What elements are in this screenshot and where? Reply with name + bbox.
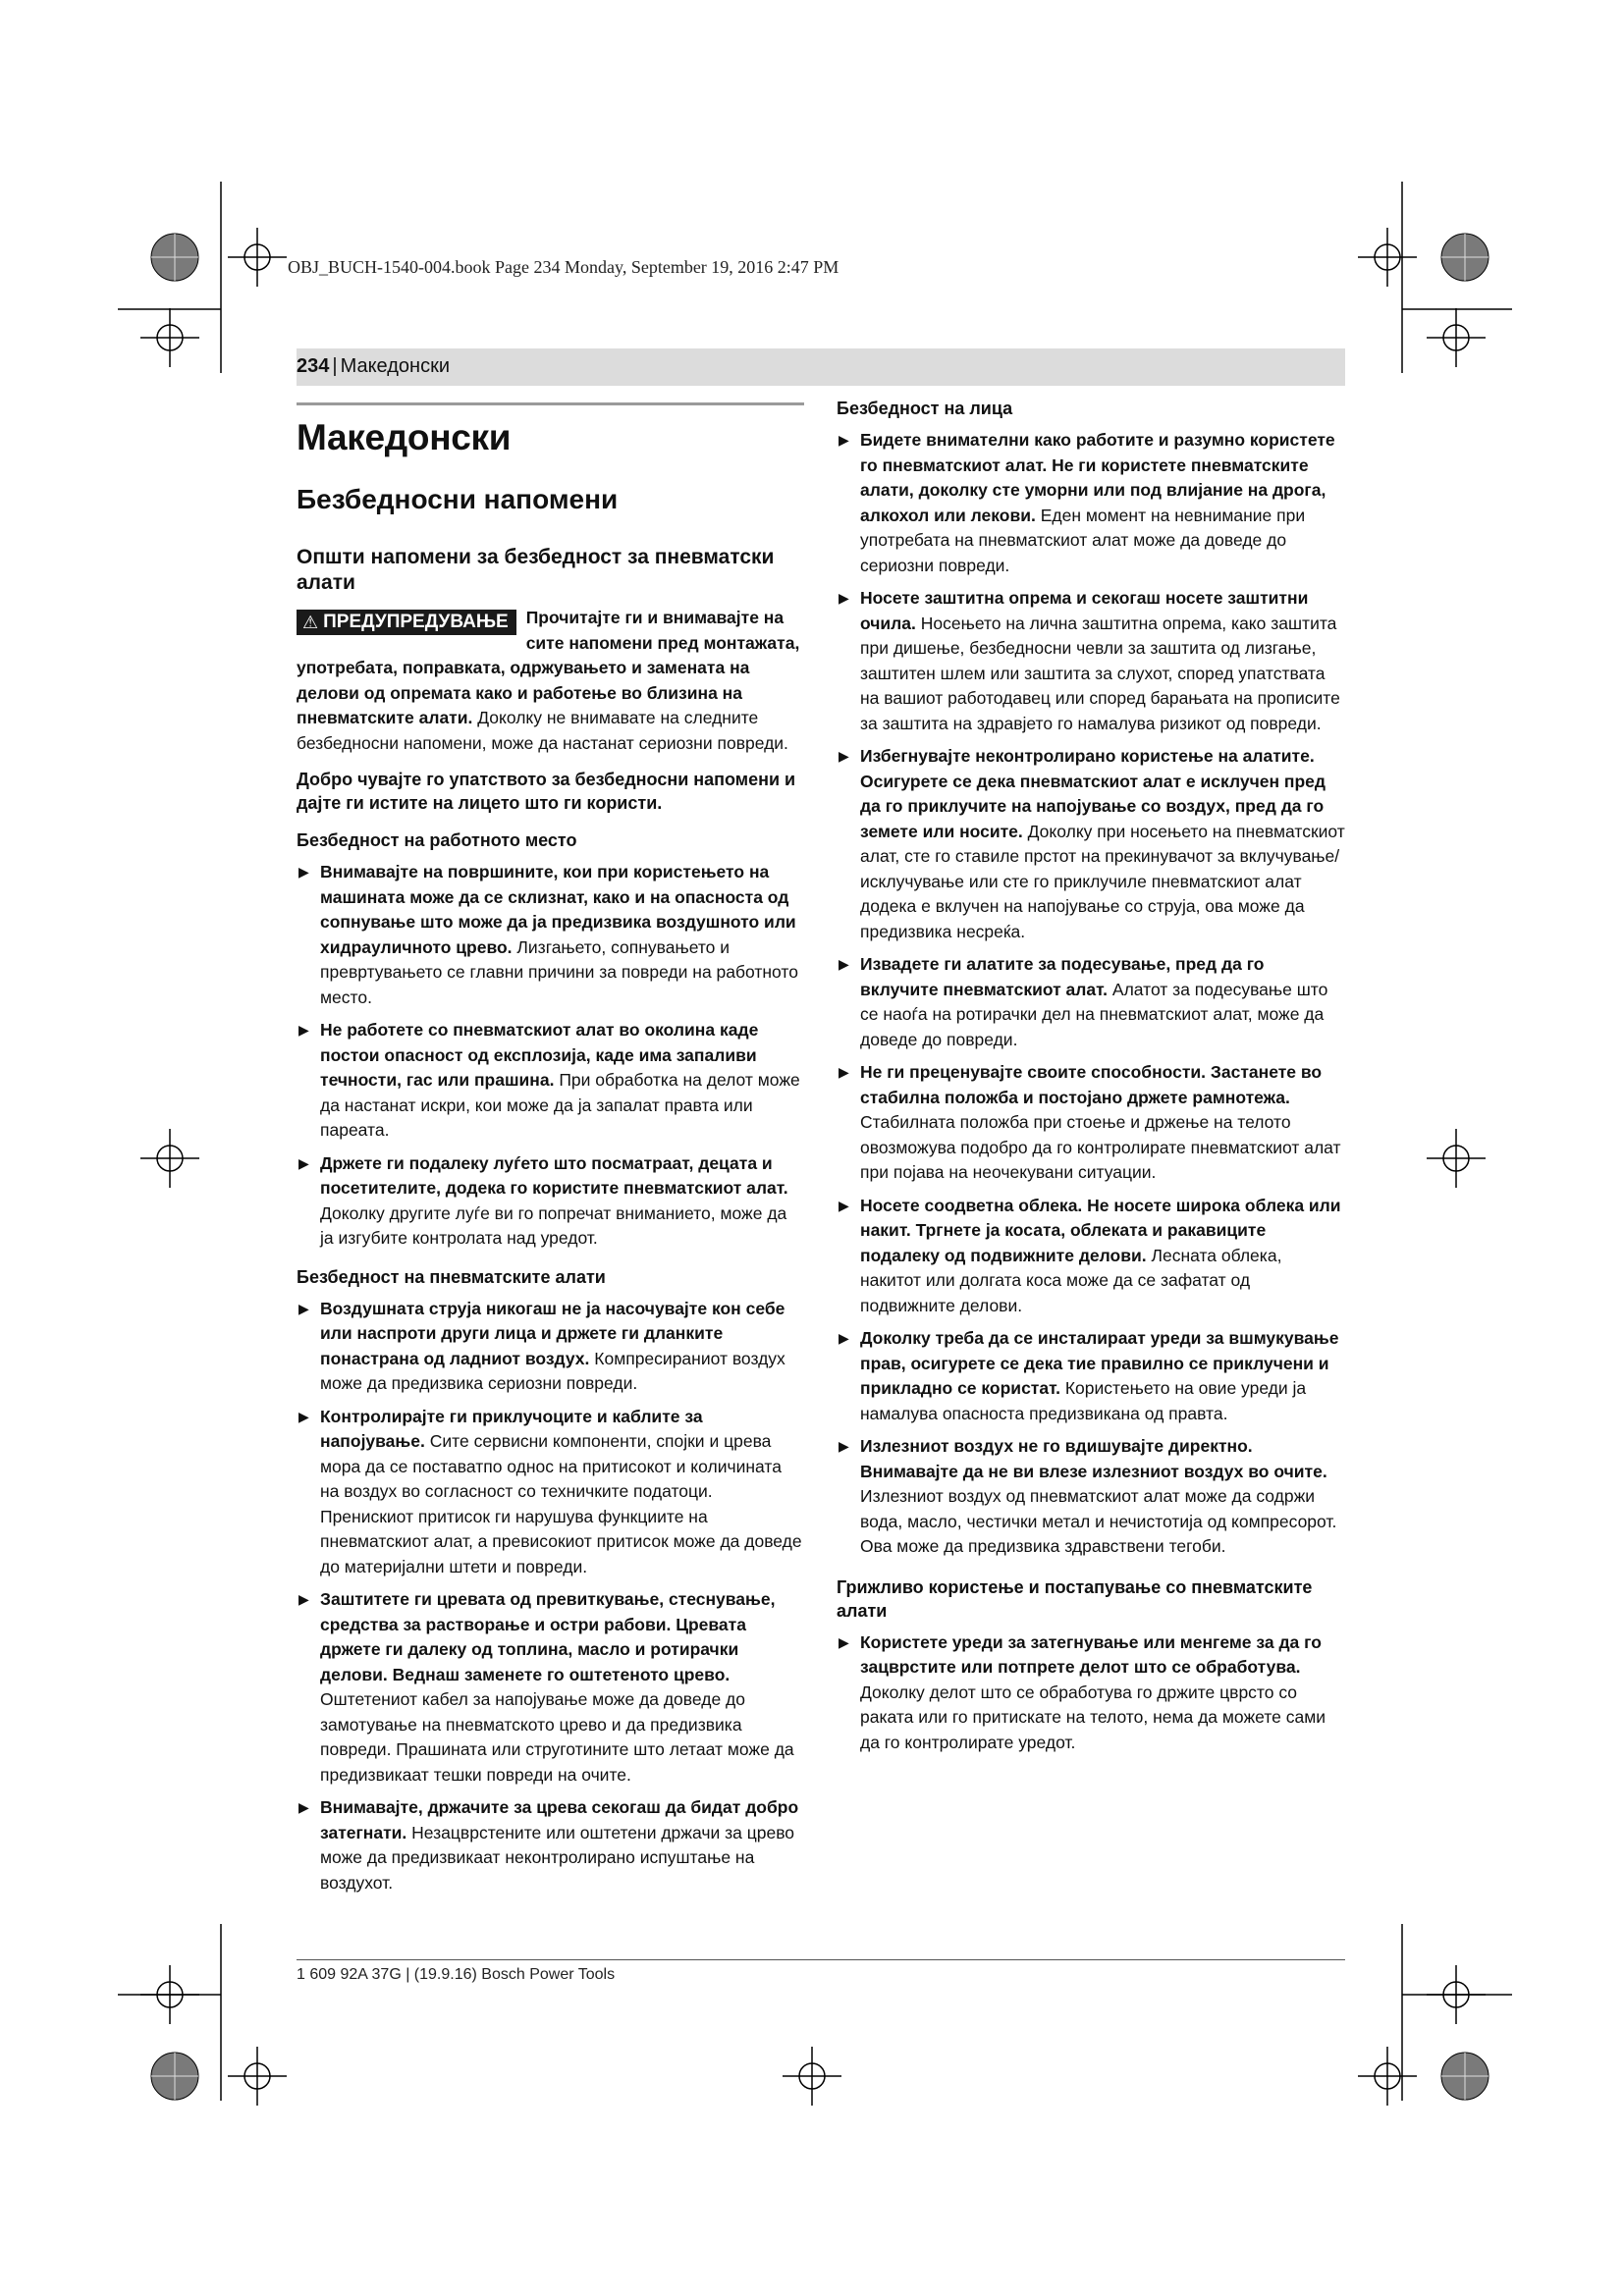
item-text: Лизгањето, сопнувањето и превртувањето се главни причини за повреди на работното место.: [320, 936, 798, 1007]
item-bold: Носете заштитна опрема и секогаш носете заштитни очила.: [860, 588, 1309, 633]
arrow-bullet-icon: ▶: [298, 1154, 309, 1171]
list-item: [837, 744, 1345, 944]
list-item: [837, 586, 1345, 736]
page-number: 234: [297, 355, 330, 377]
warning-badge-label: ПРЕДУПРЕДУВАЊЕ: [323, 612, 509, 632]
item-bold: Доколку треба да се инсталираат уреди за вшмукување прав, осигурете се дека тие правилно се приклучени и прикладно се користат.: [860, 1328, 1339, 1398]
list-item: [297, 1151, 804, 1252]
item-text: Лесната облека, накитот или долгата коса може да се зафатат од подвижните делови.: [860, 1245, 1282, 1315]
arrow-bullet-icon: ▶: [839, 1197, 849, 1213]
footer-rule: [297, 1959, 1345, 1960]
item-bold: Носете соодветна облека. Не носете широка облека или накит. Тргнете ја косата, облеката и ракавиците подалеку од подвижните делови.: [860, 1195, 1341, 1265]
item-text: Излезниот воздух од пневматскиот алат може да содржи вода, масло, честички метал и нечистотија од компресорот. Ова може да предизвика здравствени тегоби.: [860, 1486, 1337, 1556]
list-item: [837, 1194, 1345, 1319]
item-text: Стабилната положба при стоење и држење на телото овозможува подобро да го контролирате пневматскиот алат при појава на неочекувани ситуации.: [860, 1112, 1341, 1182]
arrow-bullet-icon: ▶: [839, 1064, 849, 1080]
careful-use-heading: Грижливо користење и постапување со пневматските алати: [837, 1576, 1313, 1621]
arrow-bullet-icon: ▶: [839, 1330, 849, 1346]
item-bold: Држете ги подалеку луѓето што посматраат, децата и посетителите, додека го користите пневматскиот алат.: [320, 1152, 788, 1198]
header-separator: |: [332, 355, 338, 377]
list-item: [297, 860, 804, 1010]
item-bold: Внимавајте на површините, кои при користењето на машината може да се склизнат, како и на опасноста од сопнување што може да ја предизвика воздушното или хидрауличното црево.: [320, 862, 796, 957]
careful-use-list: [837, 1630, 1345, 1756]
list-item: [297, 1297, 804, 1397]
item-text: Алатот за подесување што се наоѓа на ротирачки дел на пневматскиот алат, може да доведе до повреди.: [860, 979, 1328, 1049]
persons-heading: Безбедност на лица: [837, 399, 1013, 418]
item-bold: Воздушната струја никогаш не ја насочувајте кон себе или наспроти други лица и држете ги дланките понастрана од ладниот воздух.: [320, 1298, 785, 1368]
item-text: Сите сервисни компоненти, спојки и црева мора да се поставатпо однос на притисокот и количината на воздух во согласност со техничките податоци. Пренискиот притисок ги нарушува функциите на пневматскиот алат, а превисокиот притисок може да доведе до материјални штети и повреди.: [320, 1431, 802, 1576]
subsection-title: Општи напомени за безбедност за пневматски алати: [297, 546, 775, 594]
list-item: [837, 1630, 1345, 1756]
item-text: Доколку другите луѓе ви го попречат вниманието, може да ја изгубите контролата над уредот.: [320, 1202, 787, 1248]
item-bold: Извадете ги алатите за подесување, пред да го вклучите пневматскиот алат.: [860, 954, 1265, 999]
keep-instructions: Добро чувајте го упатството за безбедносни напомени и дајте ги истите на лицето што ги користи.: [297, 770, 796, 813]
arrow-bullet-icon: ▶: [839, 748, 849, 764]
item-bold: Не работете со пневматскиот алат во околина каде постои опасност од експлозија, каде има запаливи течности, гас или прашина.: [320, 1020, 759, 1090]
item-text: Носењето на лична заштитна опрема, како заштита при дишење, безбедносни чевли за заштита од лизгање, заштитен шлем или заштита за слухот, според упатствата на вашиот работодавец или според барањата на прописите за заштита на здравјето го намалува ризикот од повреди.: [860, 613, 1340, 733]
warning-badge: [297, 610, 516, 635]
arrow-bullet-icon: ▶: [839, 590, 849, 606]
page-header: [297, 348, 1345, 386]
pneumatic-heading: Безбедност на пневматските алати: [297, 1266, 606, 1287]
arrow-bullet-icon: ▶: [298, 1022, 309, 1038]
list-item: [297, 1018, 804, 1144]
list-item: [837, 428, 1345, 578]
item-text: Оштетениот кабел за напојување може да доведе до замотување на пневматското црево и да предизвика повреди. Прашината или струготините што летаат може да предизвикаат тешки повреди на очите.: [320, 1689, 794, 1785]
page-title: Македонски: [297, 417, 512, 457]
arrow-bullet-icon: ▶: [298, 1300, 309, 1316]
item-text: Доколку делот што се обработува го држите цврсто со раката или го притискате на телото, нема да можете сами да го контролирате уредот.: [860, 1682, 1326, 1752]
header-language: Македонски: [340, 355, 451, 377]
item-bold: Внимавајте, држачите за црева секогаш да бидат добро затегнати.: [320, 1797, 799, 1842]
item-text: Доколку при носењето на пневматскиот алат, сте го ставиле прстот на прекинувачот за вклучување/исклучување или сте го приклучиле пневматскиот алат додека е вклучен на напојување со струја, ова може да предизвика несреќа.: [860, 821, 1345, 941]
list-item: [837, 952, 1345, 1052]
item-bold: Излезниот воздух не го вдишувајте директно. Внимавајте да не ви влезе излезниот воздух во очите.: [860, 1436, 1327, 1481]
list-item: [297, 1405, 804, 1580]
arrow-bullet-icon: ▶: [839, 1633, 849, 1650]
arrow-bullet-icon: ▶: [298, 864, 309, 880]
workplace-list: [297, 860, 804, 1252]
arrow-bullet-icon: ▶: [839, 432, 849, 448]
item-text: При обработка на делот може да настанат искри, кои може да ја запалат правта или пареата.: [320, 1070, 800, 1140]
arrow-bullet-icon: ▶: [839, 956, 849, 972]
item-bold: Користете уреди за затегнување или менгеме за да го зацврстите или потпрете делот што се обработува.: [860, 1631, 1322, 1677]
arrow-bullet-icon: ▶: [839, 1438, 849, 1454]
list-item: [837, 1326, 1345, 1426]
print-info-line: OBJ_BUCH-1540-004.book Page 234 Monday, September 19, 2016 2:47 PM: [288, 257, 839, 277]
item-bold: Заштитете ги цревата од превиткување, стеснување, средства за растворање и остри рабови. Цревата држете ги далеку од топлина, масло и ротирачки делови. Веднаш заменете го оштетеното црево.: [320, 1589, 776, 1684]
warning-triangle-icon: ⚠: [302, 612, 319, 632]
item-text: Незацврстените или оштетени држачи за црево може да предизвикаат неконтролирано испуштање на воздухот.: [320, 1822, 795, 1893]
persons-list: [837, 428, 1345, 1560]
item-text: Користењето на овие уреди ја намалува опасноста предизвикана од правта.: [860, 1378, 1307, 1423]
warning-text: Доколку не внимавате на следните безбедносни напомени, може да настанат сериозни повреди.: [297, 708, 788, 753]
list-item: [837, 1434, 1345, 1560]
item-text: Еден момент на невнимание при употребата на пневматскиот алат може да доведе до сериозни повреди.: [860, 505, 1306, 575]
warning-bold: Прочитајте ги и внимавајте на сите напомени пред монтажата, употребата, поправката, одржувањето и замената на делови од опремата како и работење во близина на пневматските алати.: [297, 608, 800, 727]
section-title: Безбедносни напомени: [297, 484, 619, 514]
arrow-bullet-icon: ▶: [298, 1408, 309, 1424]
list-item: [297, 1587, 804, 1788]
list-item: [837, 1060, 1345, 1186]
right-column: [837, 397, 1345, 1755]
pneumatic-list: [297, 1297, 804, 1896]
workplace-heading: Безбедност на работното место: [297, 830, 577, 850]
item-bold: Избегнувајте неконтролирано користење на алатите. Осигурете се дека пневматскиот алат е исклучен пред да го приклучите на напојување со воздух, пред да го земете или носите.: [860, 746, 1326, 841]
item-text: Компресираниот воздух може да предизвика сериозни повреди.: [320, 1348, 785, 1393]
page-footer: 1 609 92A 37G | (19.9.16) Bosch Power Tools: [297, 1966, 616, 1983]
arrow-bullet-icon: ▶: [298, 1591, 309, 1607]
left-column: [297, 397, 804, 1896]
warning-block: [297, 606, 804, 756]
title-rule: [297, 402, 804, 405]
list-item: [297, 1795, 804, 1896]
arrow-bullet-icon: ▶: [298, 1799, 309, 1815]
item-bold: Контролирајте ги приклучоците и каблите за напојување.: [320, 1406, 703, 1451]
item-bold: Бидете внимателни како работите и разумно користете го пневматскиот алат. Не ги користете пневматските алати, доколку сте уморни или под влијание на дрога, алкохол или лекови.: [860, 430, 1335, 525]
item-bold: Не ги преценувајте своите способности. Застанете во стабилна положба и постојано држете рамнотежа.: [860, 1062, 1323, 1107]
